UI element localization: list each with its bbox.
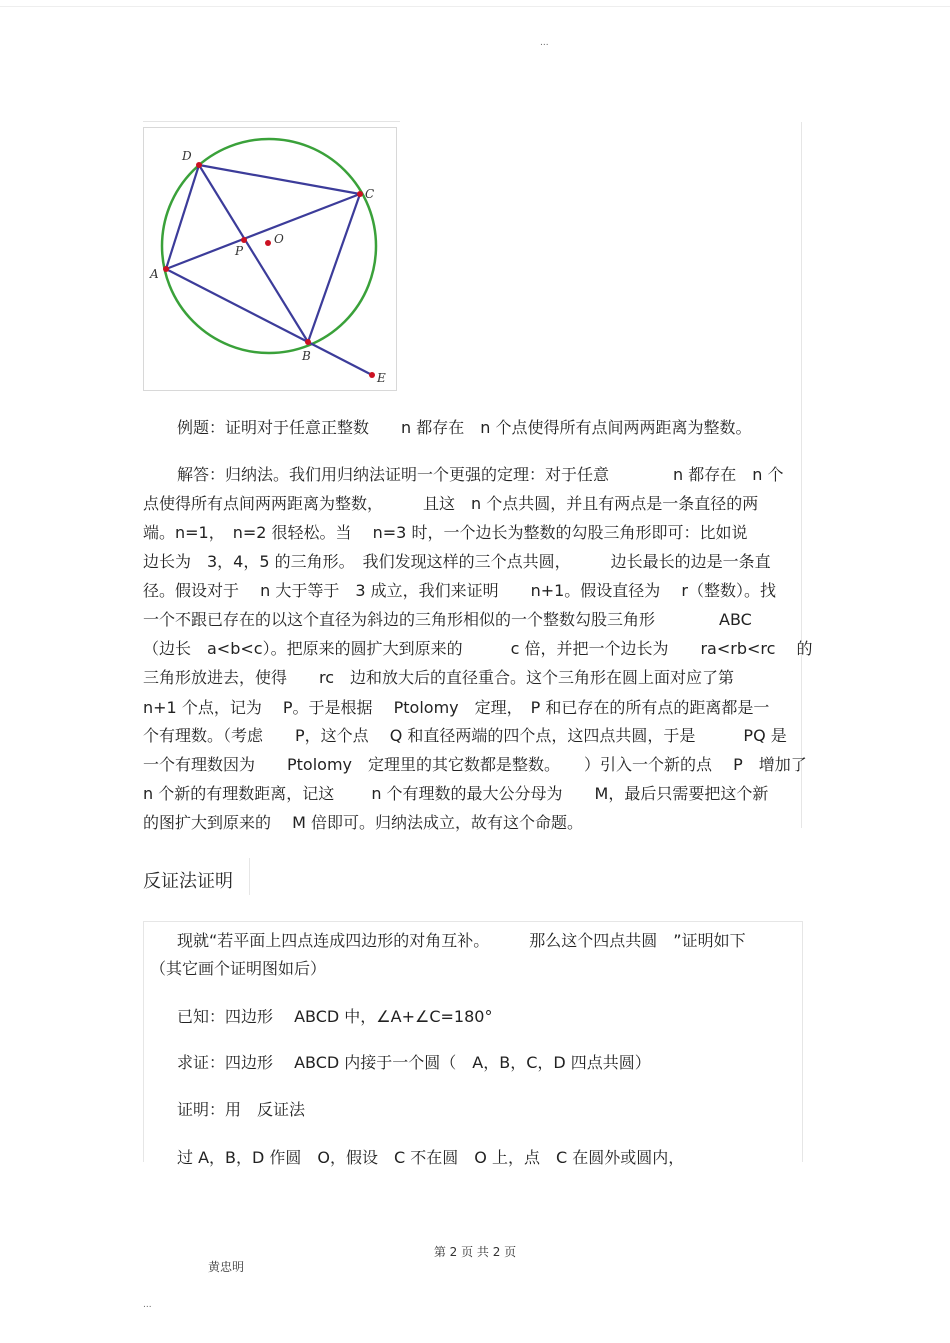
footer-dots: ... bbox=[143, 1300, 152, 1310]
solution-line: n+1 个点，记为 P。于是根据 Ptolomy 定理， P 和已存在的所有点的距离都是一 bbox=[143, 698, 770, 717]
header-dots: ... bbox=[540, 38, 549, 48]
label-O: O bbox=[274, 232, 284, 246]
label-P: P bbox=[235, 244, 244, 258]
section-heading: 反证法证明 bbox=[143, 871, 233, 892]
label-B: B bbox=[302, 349, 311, 363]
circle-diagram bbox=[144, 128, 396, 390]
figure-top-rule bbox=[143, 121, 400, 122]
solution-line: 的图扩大到原来的 M 倍即可。归纳法成立，故有这个命题。 bbox=[143, 813, 583, 832]
solution-line: 个有理数。（考虑 P，这个点 Q 和直径两端的四个点，这四点共圆，于是 PQ 是 bbox=[143, 726, 787, 745]
method-line: 证明：用 反证法 bbox=[177, 1100, 306, 1119]
prove-line: 求证：四边形 ABCD 内接于一个圆（ A，B，C，D 四点共圆） bbox=[177, 1053, 651, 1072]
point-A bbox=[163, 266, 169, 272]
solution-line: 三角形放进去，使得 rc 边和放大后的直径重合。这个三角形在圆上面对应了第 bbox=[143, 668, 735, 687]
heading-rule bbox=[249, 858, 250, 895]
author-name: 黄忠明 bbox=[208, 1260, 245, 1274]
point-C bbox=[357, 191, 363, 197]
segment-BE bbox=[308, 342, 372, 375]
point-E bbox=[369, 372, 375, 378]
solution-line: （边长 a<b<c）。把原来的圆扩大到原来的 c 倍，并把一个边长为 ra<rb<rc 的 bbox=[143, 639, 813, 658]
label-D: D bbox=[182, 149, 192, 163]
solution-line: n 个新的有理数距离，记这 n 个有理数的最大公分母为 M，最后只需要把这个新 bbox=[143, 784, 769, 803]
segment-DA bbox=[166, 165, 199, 269]
solution-line: 解答：归纳法。我们用归纳法证明一个更强的定理：对于任意 n 都存在 n 个 bbox=[177, 465, 784, 484]
point-P bbox=[241, 237, 247, 243]
top-border bbox=[0, 6, 950, 7]
solution-line: 端。n=1， n=2 很轻松。当 n=3 时，一个边长为整数的勾股三角形即可：比如说 bbox=[143, 523, 748, 542]
solution-line: 一个有理数因为 Ptolomy 定理里的其它数都是整数。 ）引入一个新的点 P 增加了 bbox=[143, 755, 807, 774]
geometry-figure bbox=[143, 127, 397, 391]
label-E: E bbox=[377, 371, 386, 385]
point-O bbox=[265, 240, 271, 246]
known-line: 已知：四边形 ABCD 中，∠A+∠C=180° bbox=[177, 1007, 493, 1026]
solution-line: 点使得所有点间两两距离为整数， 且这 n 个点共圆，并且有两点是一条直径的两 bbox=[143, 494, 759, 513]
example-paragraph: 例题：证明对于任意正整数 n 都存在 n 个点使得所有点间两两距离为整数。 bbox=[177, 418, 752, 437]
point-B bbox=[305, 339, 311, 345]
page-number: 第 2 页 共 2 页 bbox=[433, 1245, 517, 1259]
solution-line: 边长为 3，4，5 的三角形。 我们发现这样的三个点共圆， 边长最长的边是一条直 bbox=[143, 552, 771, 571]
segment-DC bbox=[199, 165, 360, 194]
segment-CA bbox=[166, 194, 360, 269]
segment-CB bbox=[308, 194, 360, 342]
label-C: C bbox=[365, 187, 375, 201]
proof-intro-line: （其它画个证明图如后） bbox=[150, 959, 327, 978]
construct-line: 过 A，B，D 作圆 O，假设 C 不在圆 O 上，点 C 在圆外或圆内， bbox=[177, 1148, 685, 1167]
label-A: A bbox=[150, 267, 159, 281]
solution-line: 一个不跟已存在的以这个直径为斜边的三角形相似的一个整数勾股三角形 ABC bbox=[143, 610, 752, 629]
solution-line: 径。假设对于 n 大于等于 3 成立，我们来证明 n+1。假设直径为 r（整数）。找 bbox=[143, 581, 776, 600]
segment-DB bbox=[199, 165, 308, 342]
proof-intro-line: 现就“若平面上四点连成四边形的对角互补。 那么这个四点共圆 ”证明如下 bbox=[177, 931, 746, 950]
point-D bbox=[196, 162, 202, 168]
